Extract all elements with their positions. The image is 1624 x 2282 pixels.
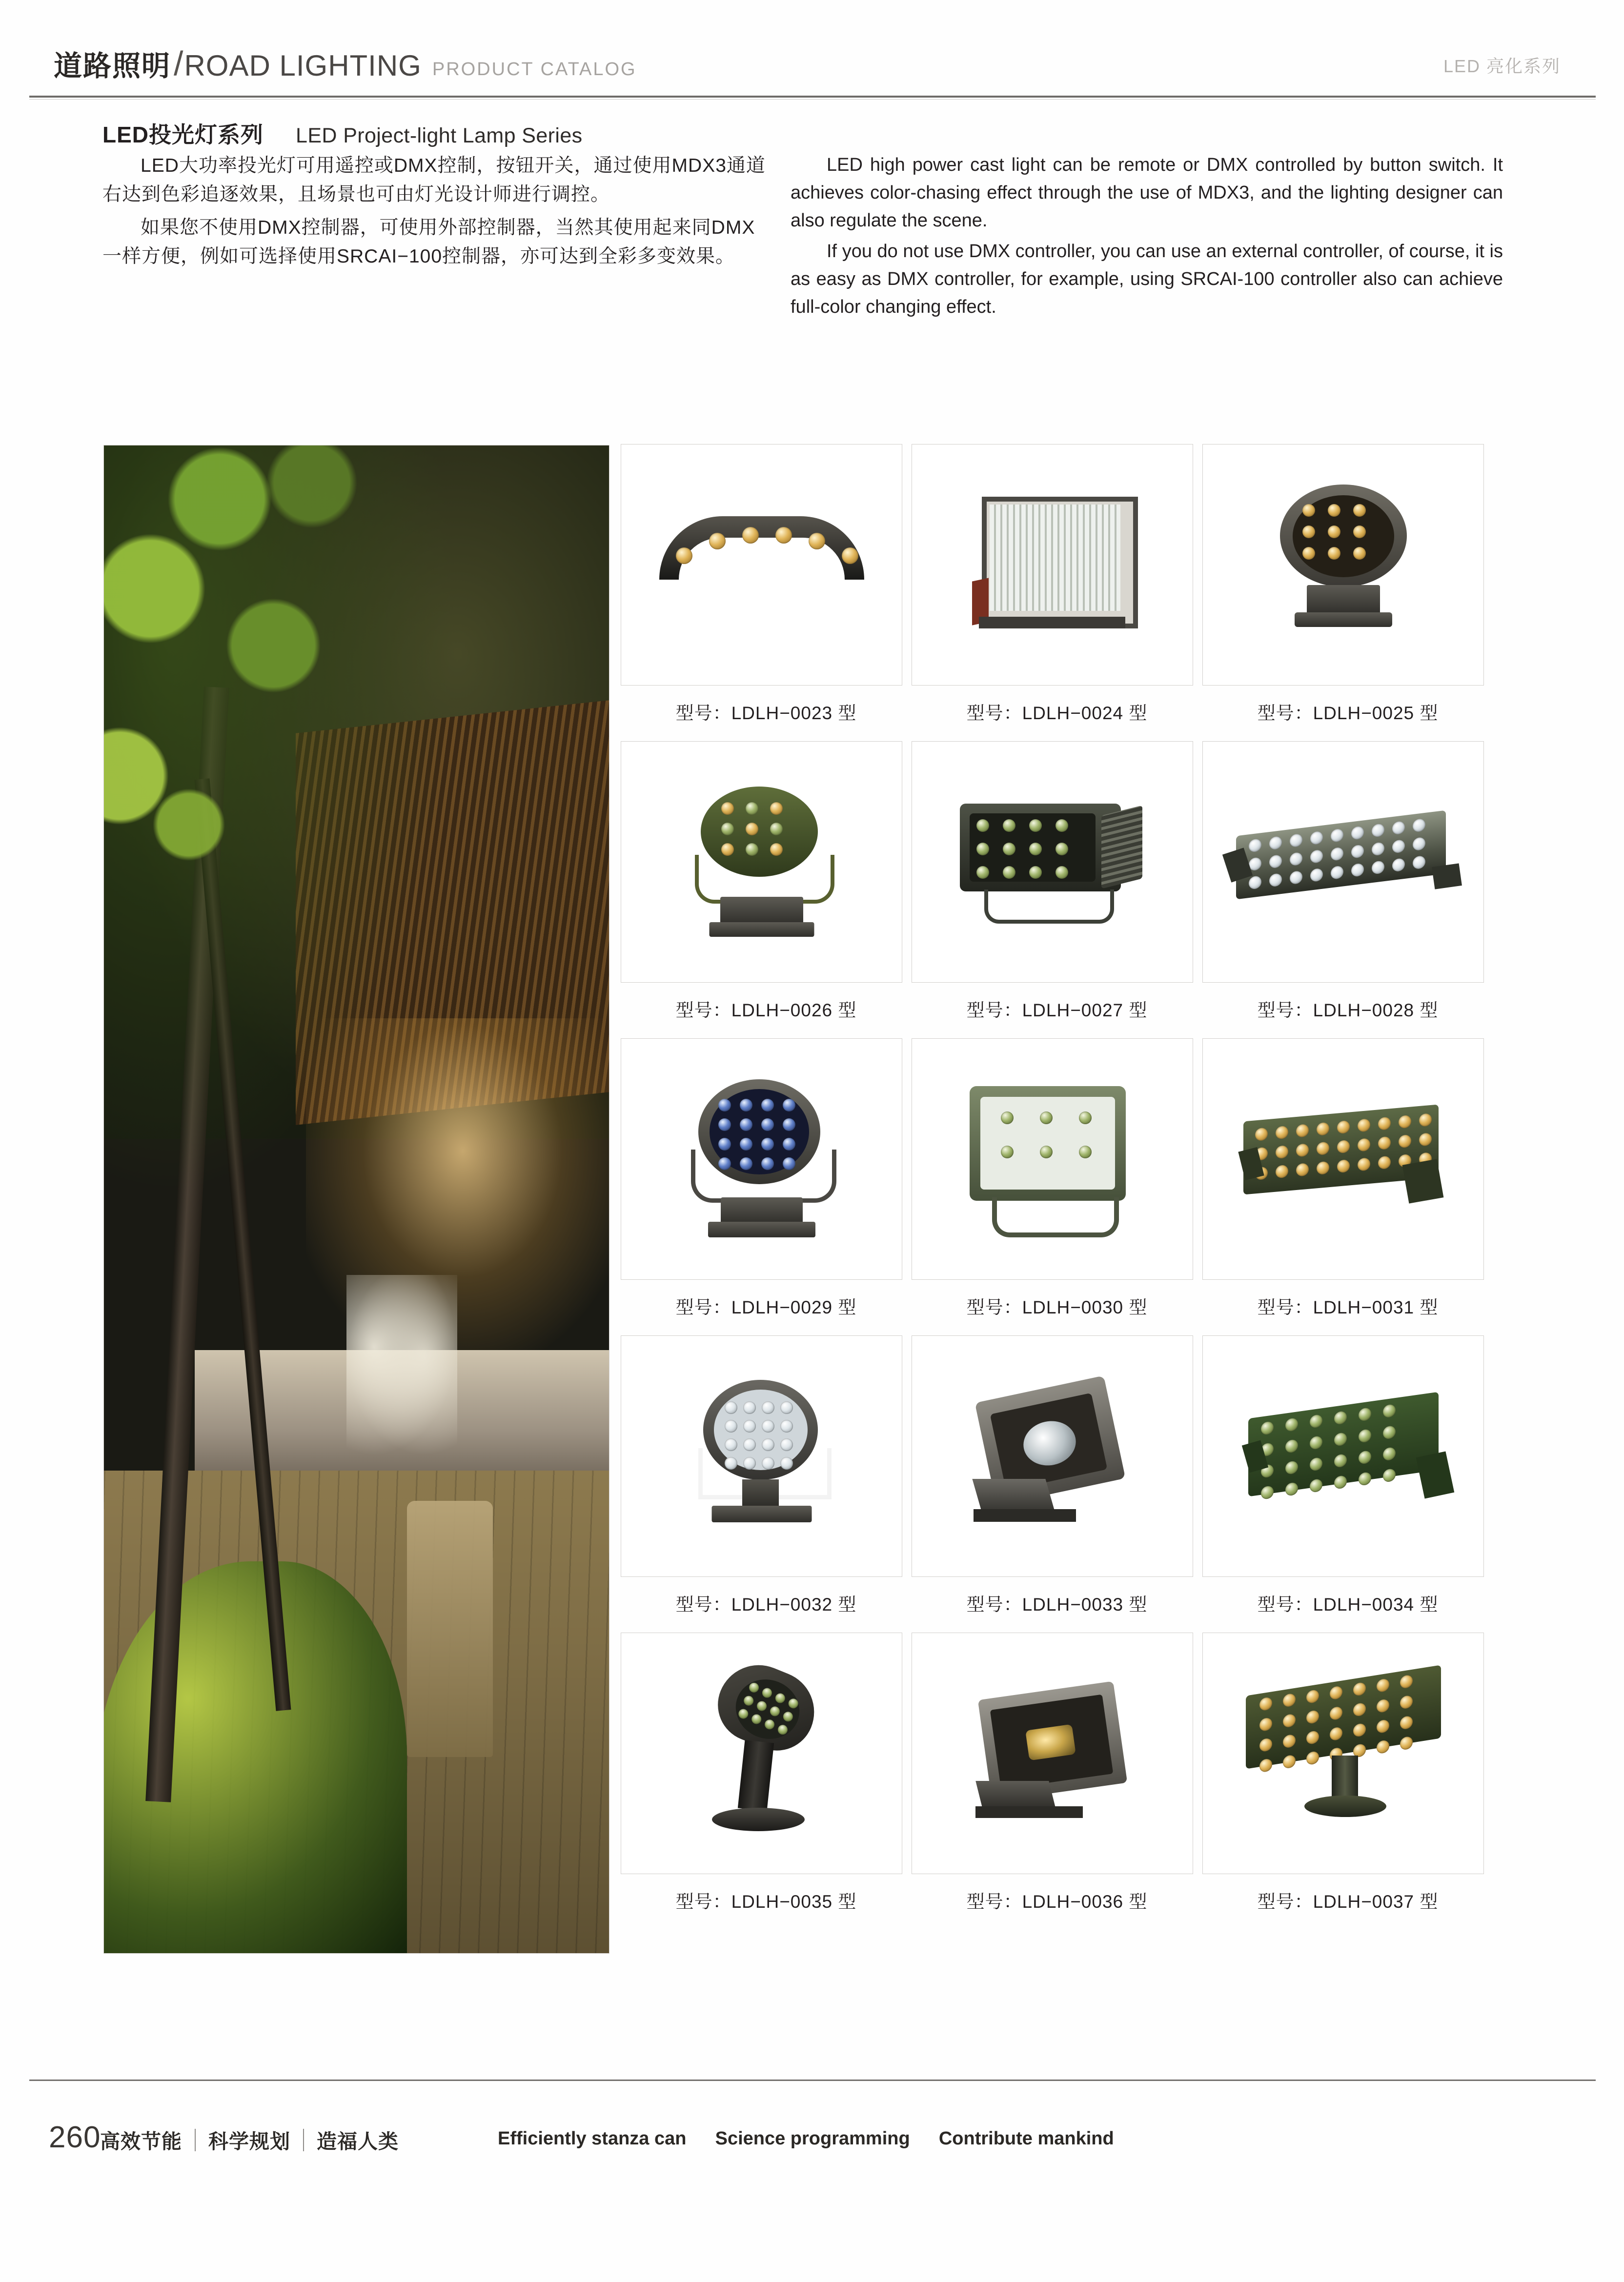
product-caption: 型号：LDLH−0029 型 (675, 1297, 857, 1317)
product-cell[interactable] (912, 741, 1202, 1038)
product-caption: 型号：LDLH−0027 型 (966, 1000, 1148, 1020)
product-cell[interactable] (1202, 1038, 1493, 1335)
photo-chair (407, 1501, 493, 1757)
product-image-0024 (912, 444, 1193, 686)
photo-tree-canopy (103, 445, 458, 1199)
product-row (621, 1335, 1494, 1633)
footer-slogan-en-1: Efficiently stanza can (498, 2128, 687, 2149)
footer-rule (29, 2080, 1596, 2081)
product-image-0027 (912, 741, 1193, 983)
product-image-0033 (912, 1335, 1193, 1577)
product-image-0028 (1202, 741, 1484, 983)
product-image-0037 (1202, 1633, 1484, 1874)
product-cell[interactable] (912, 1633, 1202, 1930)
intro-text-en (791, 151, 1503, 324)
product-caption: 型号：LDLH−0030 型 (966, 1297, 1148, 1317)
product-cell[interactable] (621, 1038, 912, 1335)
product-cell[interactable] (912, 1038, 1202, 1335)
intro-cn-p2: 如果您不使用DMX控制器，可使用外部控制器，当然其使用起来同DMX一样方便，例如可选择使用SRCAI−100控制器，亦可达到全彩多变效果。 (102, 217, 755, 267)
intro-en-p1: LED high power cast light can be remote or DMX controlled by button switch. It achieves color-chasing effect through the use of MDX3, and the lighting designer can also regulate the scene. (791, 155, 1503, 231)
header-section-label: LED 亮化系列 (1443, 56, 1561, 76)
intro-text-cn (102, 151, 771, 275)
product-cell[interactable] (621, 741, 912, 1038)
product-image-0030 (912, 1038, 1193, 1280)
product-image-0035 (621, 1633, 902, 1874)
product-image-0029 (621, 1038, 902, 1280)
product-cell[interactable] (1202, 741, 1493, 1038)
product-row (621, 741, 1494, 1038)
product-image-0032 (621, 1335, 902, 1577)
product-caption: 型号：LDLH−0024 型 (966, 703, 1148, 723)
product-cell[interactable] (912, 444, 1202, 741)
header-subtitle: PRODUCT CATALOG (432, 59, 637, 80)
page-number: 260 (49, 2120, 101, 2154)
footer-slogan-en-3: Contribute mankind (938, 2128, 1114, 2149)
footer-slogan-en-2: Science programming (715, 2128, 910, 2149)
series-title-cn: LED投光灯系列 (102, 122, 264, 147)
header-title (54, 46, 637, 81)
product-caption: 型号：LDLH−0025 型 (1257, 703, 1439, 723)
footer-divider (195, 2129, 196, 2151)
product-caption: 型号：LDLH−0028 型 (1257, 1000, 1439, 1020)
product-caption: 型号：LDLH−0032 型 (675, 1595, 857, 1615)
photo-chefs (346, 1275, 458, 1456)
product-caption: 型号：LDLH−0037 型 (1257, 1892, 1439, 1912)
product-image-0025 (1202, 444, 1484, 686)
product-grid (621, 444, 1494, 1930)
footer-slogan-cn-3: 造福人类 (317, 2130, 399, 2153)
product-caption: 型号：LDLH−0036 型 (966, 1892, 1148, 1912)
footer-slogan-en (498, 2128, 1114, 2149)
product-image-0031 (1202, 1038, 1484, 1280)
header-rule-thin (29, 99, 1596, 100)
product-caption: 型号：LDLH−0023 型 (675, 703, 857, 723)
page-header (0, 0, 1624, 98)
series-title-en: LED Project-light Lamp Series (296, 124, 583, 147)
product-cell[interactable] (1202, 1335, 1493, 1633)
product-cell[interactable] (621, 444, 912, 741)
header-title-en: ROAD LIGHTING (184, 49, 422, 82)
intro-en-p2: If you do not use DMX controller, you can use an external controller, of course, it is as easy as DMX controller, for example, using SRCAI-100 controller also can achieve full-color changing effect. (791, 241, 1503, 317)
product-caption: 型号：LDLH−0035 型 (675, 1892, 857, 1912)
product-image-0036 (912, 1633, 1193, 1874)
product-cell[interactable] (1202, 1633, 1493, 1930)
product-cell[interactable] (621, 1633, 912, 1930)
product-row (621, 444, 1494, 741)
product-caption: 型号：LDLH−0034 型 (1257, 1595, 1439, 1615)
product-cell[interactable] (621, 1335, 912, 1633)
series-heading (102, 117, 583, 149)
product-row (621, 1633, 1494, 1930)
product-row (621, 1038, 1494, 1335)
product-cell[interactable] (912, 1335, 1202, 1633)
header-title-cn: 道路照明 (54, 50, 171, 82)
feature-photo (103, 445, 609, 1954)
product-image-0023 (621, 444, 902, 686)
footer-slogan-cn-2: 科学规划 (208, 2130, 290, 2153)
product-image-0034 (1202, 1335, 1484, 1577)
product-cell[interactable] (1202, 444, 1493, 741)
footer-slogan-cn-1: 高效节能 (100, 2130, 182, 2153)
footer-slogan-cn (100, 2125, 399, 2154)
product-image-0026 (621, 741, 902, 983)
header-rule (29, 96, 1596, 98)
product-caption: 型号：LDLH−0033 型 (966, 1595, 1148, 1615)
header-slash: / (174, 44, 183, 82)
footer-divider (303, 2129, 304, 2151)
product-caption: 型号：LDLH−0031 型 (1257, 1297, 1439, 1317)
product-caption: 型号：LDLH−0026 型 (675, 1000, 857, 1020)
intro-cn-p1: LED大功率投光灯可用遥控或DMX控制，按钮开关，通过使用MDX3通道右达到色彩追逐效果，且场景也可由灯光设计师进行调控。 (102, 155, 766, 205)
